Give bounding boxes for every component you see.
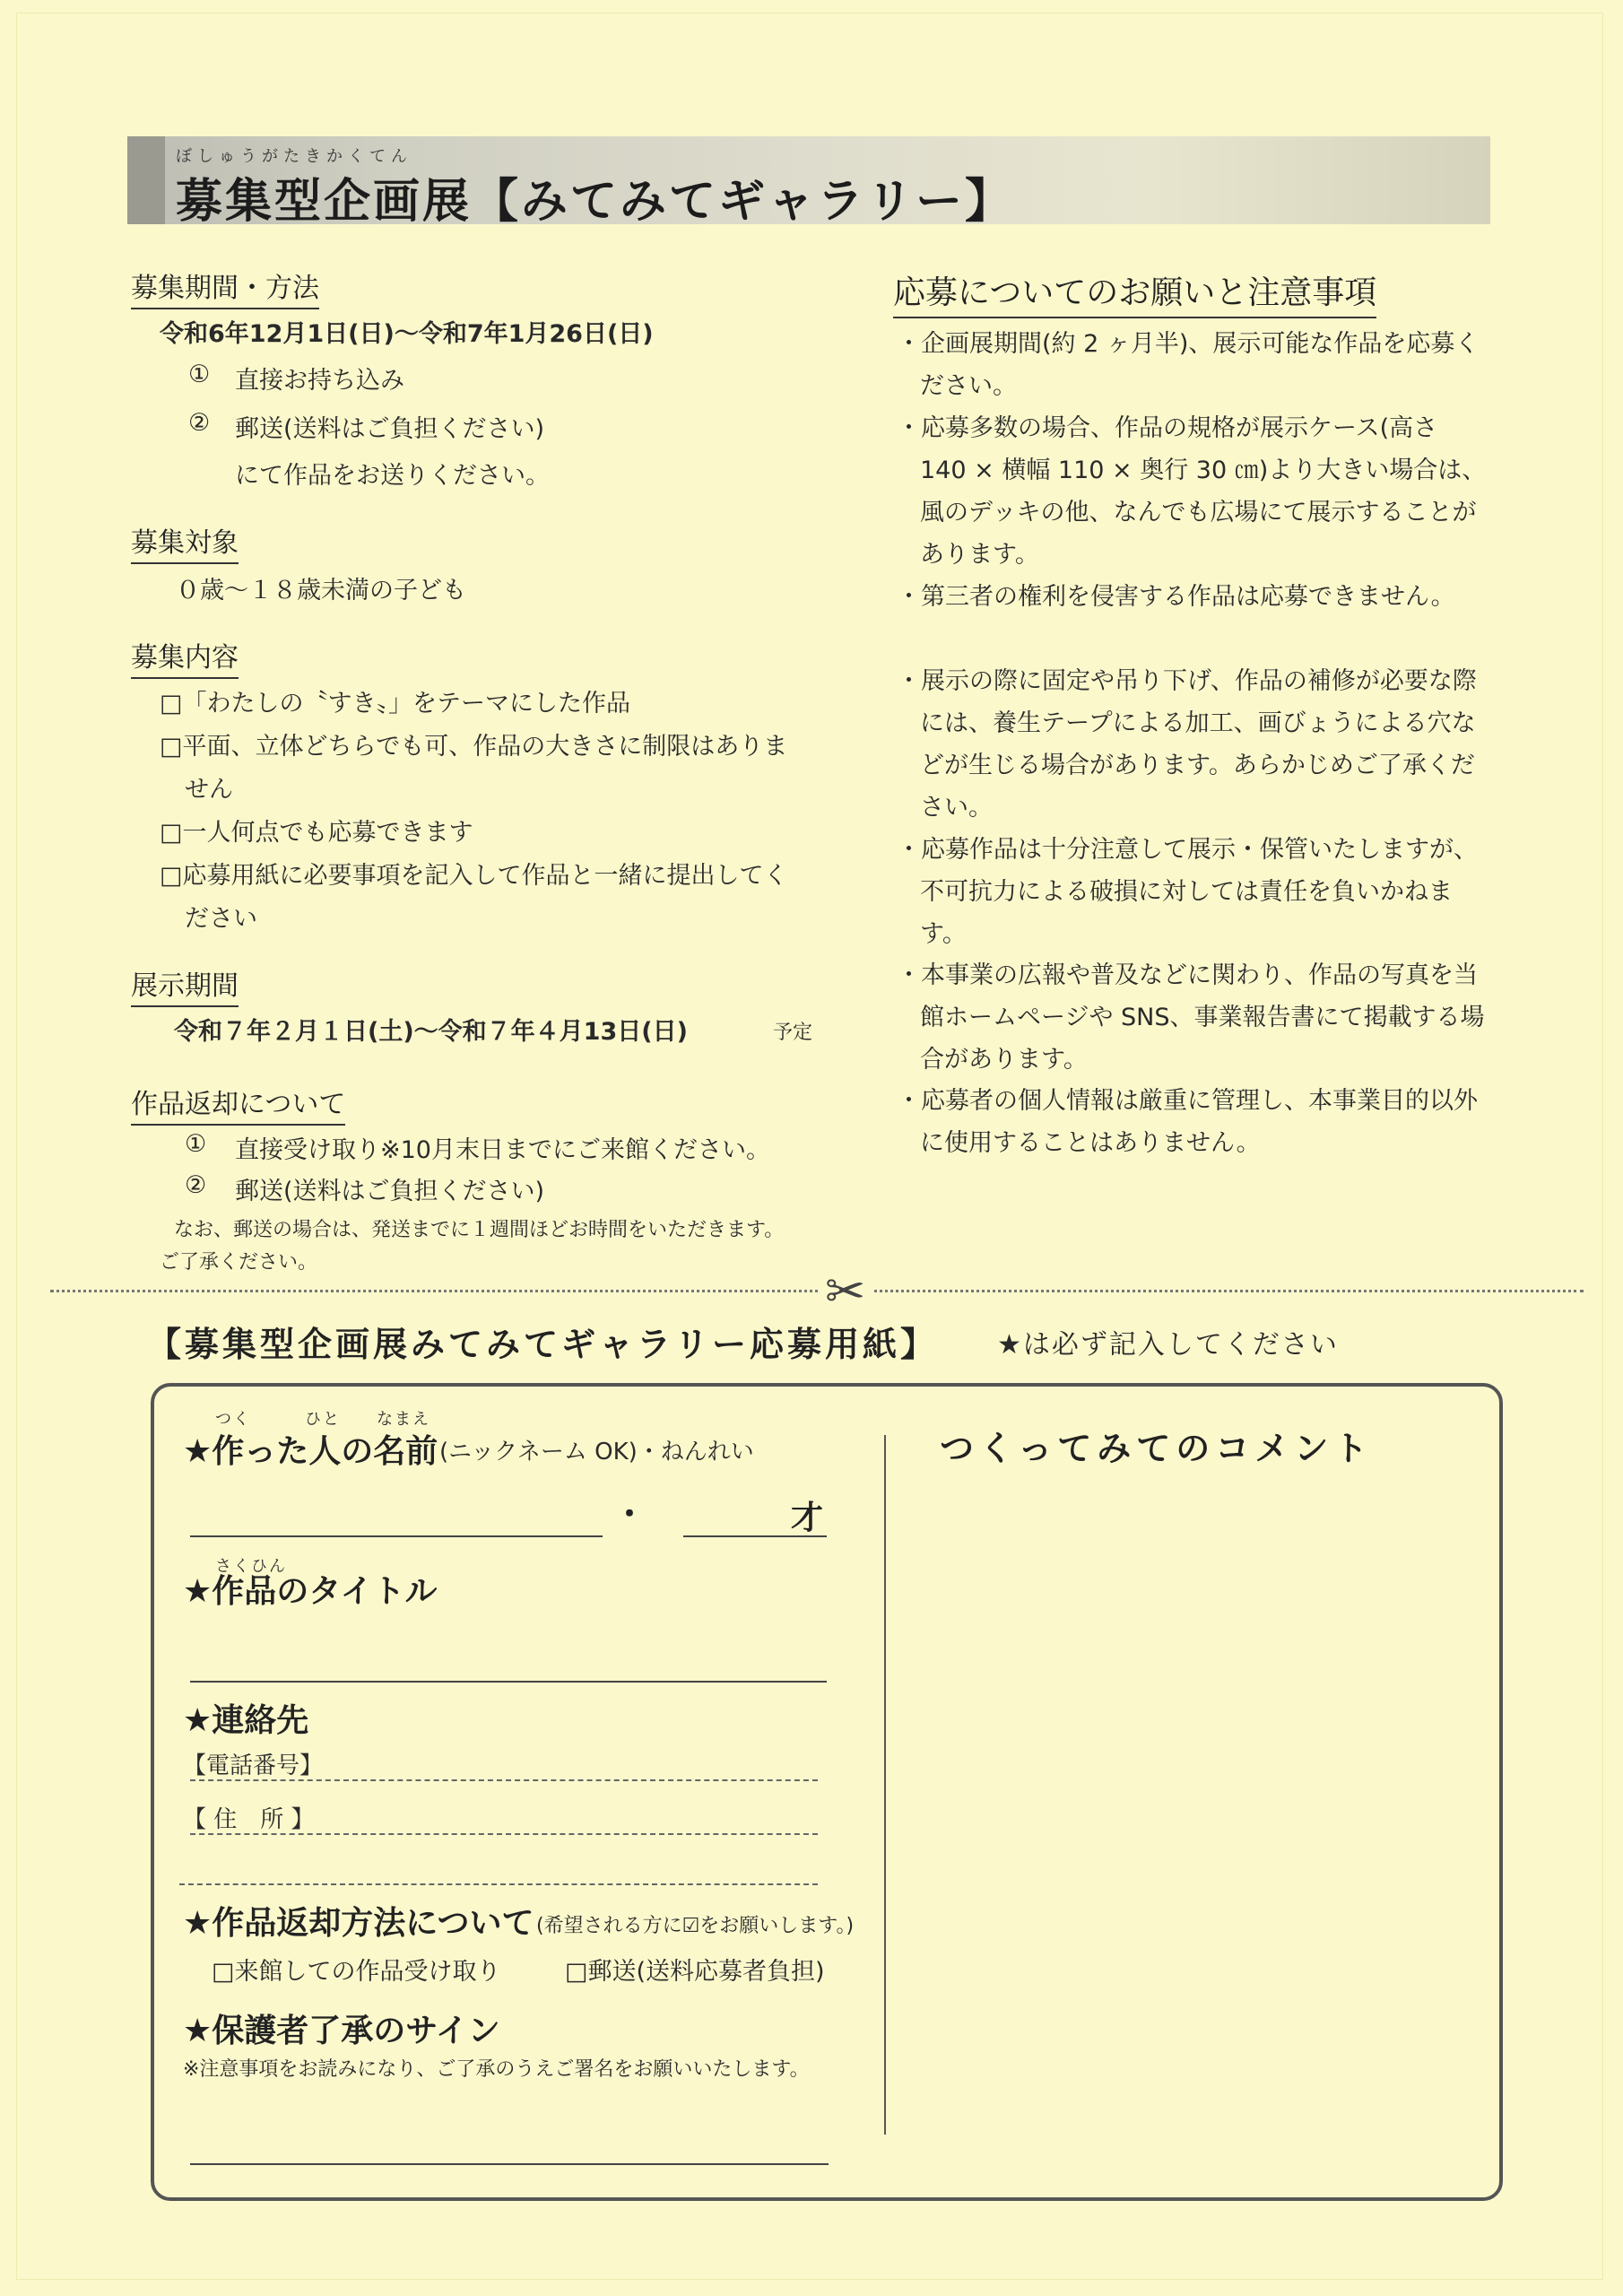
form-title: 【募集型企画展みてみてギャラリー応募用紙】 — [147, 1325, 939, 1364]
guardian-sign-line[interactable] — [190, 2163, 829, 2165]
title-ruby: さくひん — [215, 1557, 287, 1576]
comment-title: つくってみてのコメント — [940, 1429, 1374, 1468]
form-column-divider — [884, 1435, 886, 2135]
guardian-sign-label: ★保護者了承のサイン — [183, 2013, 500, 2049]
return-2-num: ② — [185, 1171, 207, 1199]
return-option-mail[interactable]: □郵送(送料応募者負担) — [565, 1958, 825, 1986]
exhibit-suffix: 予定 — [773, 1022, 813, 1044]
return-note-1: なお、郵送の場合は、発送までに１週間ほどお時間をいただきます。 — [174, 1219, 785, 1241]
exhibit-dates: 令和７年２月１日(土)〜令和７年４月13日(日) — [174, 1018, 688, 1046]
form-required-note: ★は必ず記入してください — [997, 1329, 1339, 1361]
content-heading: 募集内容 — [131, 635, 239, 679]
work-title-input-line[interactable] — [190, 1681, 827, 1683]
notices-heading: 応募についてのお願いと注意事項 — [893, 267, 1376, 318]
notice-item: ・応募者の個人情報は厳重に管理し、本事業目的以外に使用することはありません。 — [897, 1087, 1478, 1157]
name-label: ★作った人の名前 — [183, 1433, 438, 1470]
return-1-text: 直接受け取り※10月末日までにご来館ください。 — [235, 1136, 770, 1164]
contact-label: ★連絡先 — [183, 1702, 309, 1739]
return-note-2: ご了承ください。 — [160, 1251, 318, 1274]
method-2-num: ② — [188, 409, 211, 437]
address-label: 【 住 所 】 — [183, 1806, 315, 1833]
name-age-separator: ・ — [613, 1496, 647, 1533]
notice-item: ・本事業の広報や普及などに関わり、作品の写真を当館ホームページや SNS、事業報告書にて掲載する場合があります。 — [897, 961, 1485, 1074]
target-text: ０歳〜１８歳未満の子ども — [176, 577, 466, 604]
content-item: □平面、立体どちらでも可、作品の大きさに制限はありま — [160, 733, 788, 761]
name-sub: (ニックネーム OK)・ねんれい — [439, 1439, 754, 1465]
age-unit: 才 — [791, 1500, 824, 1536]
return-option-visit[interactable]: □来館しての作品受け取り — [212, 1958, 501, 1986]
return-2-text: 郵送(送料はご負担ください) — [235, 1178, 545, 1205]
banner-accent-bar — [127, 136, 165, 224]
phone-label: 【電話番号】 — [183, 1752, 324, 1779]
return-method-sub: (希望される方に☑をお願いします。) — [536, 1915, 855, 1937]
return-1-num: ① — [185, 1130, 207, 1158]
method-1-text: 直接お持ち込み — [235, 367, 404, 395]
recruit-period-heading: 募集期間・方法 — [131, 265, 319, 309]
target-heading: 募集対象 — [131, 520, 239, 564]
cut-line — [50, 1290, 1584, 1292]
guardian-note: ※注意事項をお読みになり、ご了承のうえご署名をお願いいたします。 — [183, 2058, 810, 2081]
comment-area[interactable] — [906, 1480, 1471, 2161]
phone-input-line[interactable] — [190, 1779, 818, 1781]
scissors-icon: ✂ — [818, 1263, 872, 1319]
name-input-line[interactable] — [190, 1535, 603, 1537]
notice-item: ・第三者の権利を侵害する作品は応募できません。 — [897, 583, 1455, 611]
address-input-line[interactable] — [190, 1833, 818, 1835]
method-2-text: 郵送(送料はご負担ください) — [235, 415, 545, 443]
content-item: □応募用紙に必要事項を記入して作品と一緒に提出してく — [160, 862, 788, 890]
return-method-label: ★作品返却方法について — [183, 1905, 534, 1942]
return-heading: 作品返却について — [131, 1082, 345, 1126]
page-title: 募集型企画展【みてみてギャラリー】 — [176, 175, 1015, 229]
notice-item: ・応募多数の場合、作品の規格が展示ケース(高さ 140 × 横幅 110 × 奥行 30 ㎝)より大きい場合は、風のデッキの他、なんでも広場にて展示することがあります。 — [897, 414, 1487, 569]
notice-item: ・展示の際に固定や吊り下げ、作品の補修が必要な際には、養生テープによる加工、画びょうによる穴などが生じる場合があります。あらかじめご了承ください。 — [897, 667, 1477, 822]
content-item: □「わたしの〝すき〟」をテーマにした作品 — [160, 690, 631, 718]
content-item: □一人何点でも応募できます — [160, 819, 473, 847]
content-item: ださい — [185, 905, 257, 933]
content-item: せん — [185, 776, 233, 804]
title-ruby: ぼしゅうがたきかくてん — [176, 147, 412, 166]
method-1-num: ① — [188, 361, 211, 388]
work-title-label: ★作品のタイトル — [183, 1573, 438, 1610]
recruit-dates: 令和6年12月1日(日)〜令和7年1月26日(日) — [160, 320, 654, 348]
exhibit-heading: 展示期間 — [131, 963, 239, 1007]
notice-item: ・応募作品は十分注意して展示・保管いたしますが、不可抗力による破損に対しては責任を負いかねます。 — [897, 836, 1478, 948]
notice-item: ・企画展期間(約 2 ヶ月半)、展示可能な作品を応募ください。 — [897, 330, 1480, 400]
address-input-line-2[interactable] — [179, 1883, 818, 1885]
name-ruby: つく ひと なまえ — [215, 1410, 430, 1429]
method-continued: にて作品をお送りください。 — [235, 462, 550, 490]
